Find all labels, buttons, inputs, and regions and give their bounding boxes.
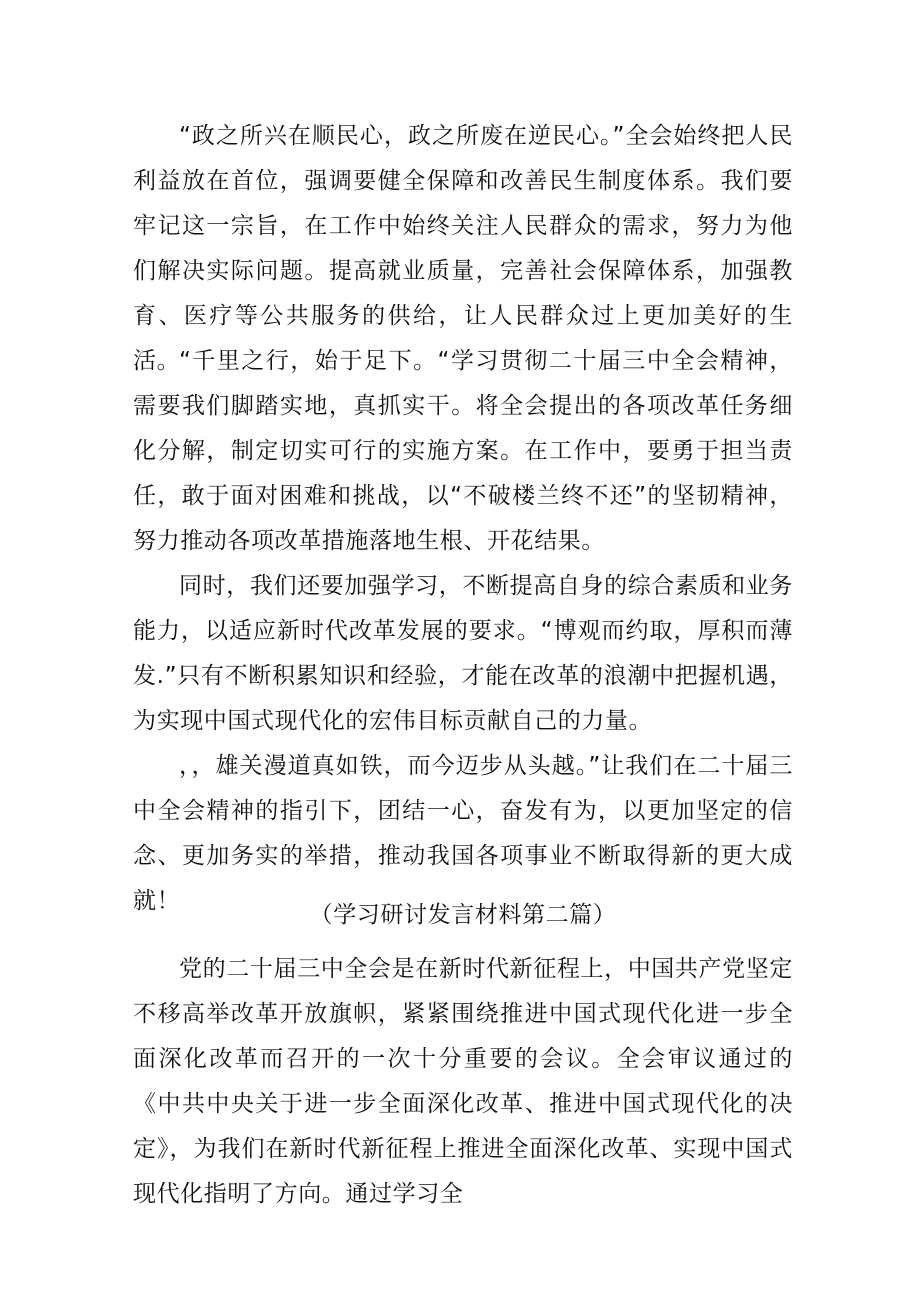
body-paragraph: “政之所兴在顺民心，政之所废在逆民心。”全会始终把人民利益放在首位，强调要健全保障和改善民生制度体系。我们要牢记这一宗旨，在工作中始终关注人民群众的需求，努力为他们解决实际问题。提高就业质量，完善社会保障体系，加强教育、医疗等公共服务的供给，让人民群众过上更加美好的生活。 [133,123,793,374]
section-paragraph: 党的二十届三中全会是在新时代新征程上，中国共产党坚定不移高举改革开放旗帜，紧紧围绕推进中国式现代化进一步全面深化改革而召开的一次十分重要的会议。全会审议通过的《中共中央关于进一步全面深化改革、推进中国式现代化的决定》，为我们在新时代新征程上推进全面深化改革、实现中国式现代化指明了方向。通过学习全 [133,956,793,1207]
body-paragraph: “千里之行，始于足下。“学习贯彻二十届三中全会精神，需要我们脚踏实地，真抓实干。将全会提出的各项改革任务细化分解，制定切实可行的实施方案。在工作中，要勇于担当责任，敢于面对困难和挑战，以“不破楼兰终不还”的坚韧精神，努力推动各项改革措施落地生根、开花结果。 [133,348,793,554]
body-paragraph: 同时，我们还要加强学习，不断提高自身的综合素质和业务能力，以适应新时代改革发展的要求。“博观而约取，厚积而薄发.”只有不断积累知识和经验，才能在改革的浪潮中把握机遇，为实现中国式现代化的宏伟目标贡献自己的力量。 [133,573,793,734]
body-paragraph: ，，雄关漫道真如铁，而今迈步从头越。”让我们在二十届三中全会精神的指引下，团结一心，奋发有为，以更加坚定的信念、更加务实的举措，推动我国各项事业不断取得新的更大成就！ [133,753,793,914]
section-heading: （学习研讨发言材料第二篇） [309,902,617,928]
